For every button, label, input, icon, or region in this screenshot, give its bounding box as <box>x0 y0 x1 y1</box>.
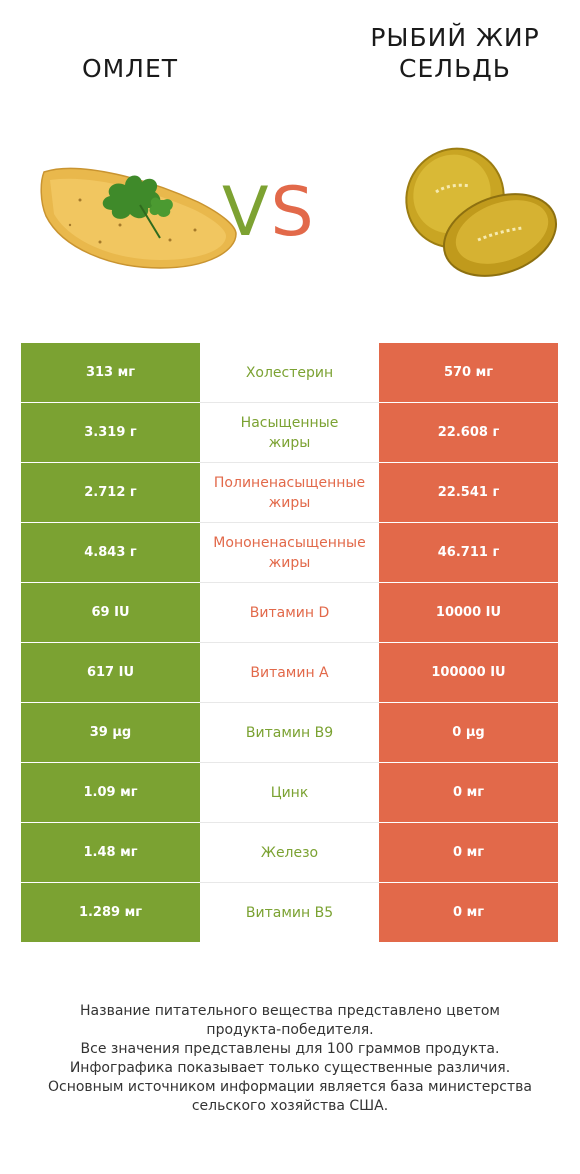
table-row <box>21 703 558 762</box>
table-row <box>21 343 558 402</box>
nutrient-label: Железо <box>200 823 379 882</box>
right-value: 10000 IU <box>379 583 558 642</box>
nutrient-label: Холестерин <box>200 343 379 402</box>
right-value: 0 µg <box>379 703 558 762</box>
nutrient-label: Витамин A <box>200 643 379 702</box>
right-value: 22.541 г <box>379 463 558 522</box>
table-row <box>21 763 558 822</box>
left-value: 39 µg <box>21 703 200 762</box>
right-value: 0 мг <box>379 883 558 942</box>
left-value: 2.712 г <box>21 463 200 522</box>
left-value: 69 IU <box>21 583 200 642</box>
left-value: 1.48 мг <box>21 823 200 882</box>
table-row <box>21 883 558 942</box>
table-row <box>21 463 558 522</box>
nutrient-label: Насыщенные жиры <box>200 403 379 462</box>
right-value: 100000 IU <box>379 643 558 702</box>
table-row <box>21 403 558 462</box>
right-value: 46.711 г <box>379 523 558 582</box>
right-value: 22.608 г <box>379 403 558 462</box>
vs-label: VS <box>222 173 316 252</box>
table-row <box>21 583 558 642</box>
footer-note: Название питательного вещества представлено цветом продукта-победителя. Все значения представлены для 100 граммов продукта. Инфографика показывает только существенные различия. Основным источником информации является база министерства сельского хозяйства США. <box>48 1003 532 1114</box>
left-value: 1.09 мг <box>21 763 200 822</box>
left-value: 1.289 мг <box>21 883 200 942</box>
fish-oil-capsules-image <box>387 130 567 291</box>
right-value: 0 мг <box>379 763 558 822</box>
nutrient-label: Витамин D <box>200 583 379 642</box>
left-value: 4.843 г <box>21 523 200 582</box>
left-product-title: ОМЛЕТ <box>81 54 179 83</box>
table-row <box>21 823 558 882</box>
left-value: 313 мг <box>21 343 200 402</box>
nutrient-label: Цинк <box>200 763 379 822</box>
comparison-table <box>21 343 558 943</box>
table-row <box>21 523 558 582</box>
nutrient-label: Витамин B5 <box>200 883 379 942</box>
left-value: 3.319 г <box>21 403 200 462</box>
nutrient-label: Полиненасыщенные жиры <box>200 463 379 522</box>
nutrient-label: Витамин B9 <box>200 703 379 762</box>
right-value: 570 мг <box>379 343 558 402</box>
right-value: 0 мг <box>379 823 558 882</box>
left-value: 617 IU <box>21 643 200 702</box>
nutrient-label: Мононенасыщенные жиры <box>200 523 379 582</box>
right-product-title: РЫБИЙ ЖИР СЕЛЬДЬ <box>370 23 540 83</box>
table-row <box>21 643 558 702</box>
